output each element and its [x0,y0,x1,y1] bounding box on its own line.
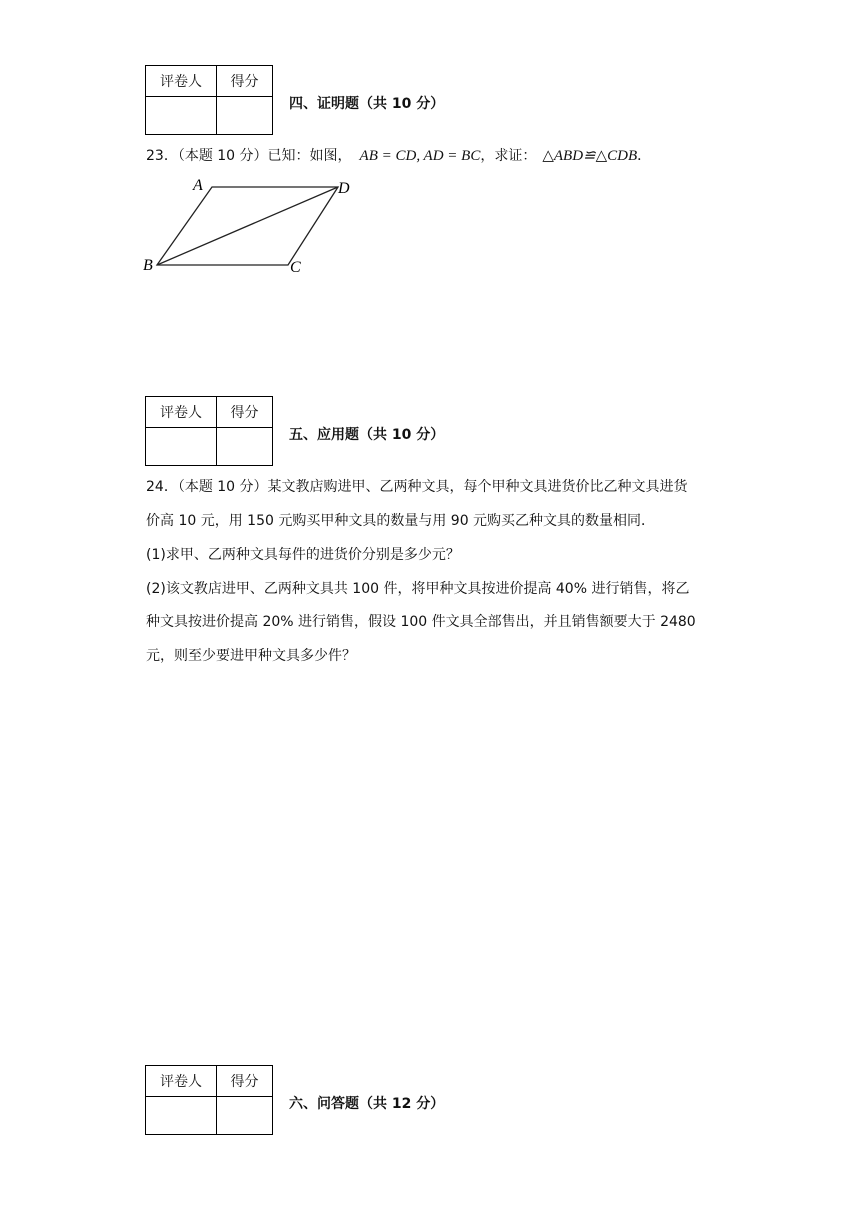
label-c: C [290,259,301,276]
q24-line-5: 种文具按进价提高 20% 进行销售，假设 100 件文具全部售出，并且销售额要大于 2480 [146,614,696,630]
q24-line-3: (1)求甲、乙两种文具每件的进货价分别是多少元？ [146,547,460,563]
label-d: D [338,180,350,197]
grader-label: 评卷人 [146,1066,217,1097]
score-label: 得分 [217,1066,273,1097]
parallelogram-figure [138,172,368,282]
grader-label: 评卷人 [146,397,217,428]
score-label: 得分 [217,397,273,428]
score-table-2 [145,396,273,466]
score-cell[interactable] [217,1097,273,1135]
q23-end: ． [637,148,652,164]
grader-cell[interactable] [146,428,217,466]
q23-prefix: 23．（本题 10 分）已知：如图， [146,148,352,164]
q23-conclusion: △ABD≌△CDB [542,148,638,164]
section-title-application: 五、应用题（共 10 分） [289,427,445,443]
score-cell[interactable] [217,97,273,135]
section-title-proof: 四、证明题（共 10 分） [289,96,445,112]
grader-cell[interactable] [146,1097,217,1135]
label-a: A [193,177,203,194]
grader-label: 评卷人 [146,66,217,97]
score-table-3 [145,1065,273,1135]
q23-condition: AB = CD, AD = BC [359,148,481,164]
q24-line-6: 元，则至少要进甲种文具多少件？ [146,648,356,664]
q24-line-1: 24．（本题 10 分）某文教店购进甲、乙两种文具，每个甲种文具进货价比乙种文具进货 [146,479,688,495]
section-title-qa: 六、问答题（共 12 分） [289,1096,445,1112]
score-table-1 [145,65,273,135]
question-23 [146,145,651,165]
grader-cell[interactable] [146,97,217,135]
score-label: 得分 [217,66,273,97]
q23-middle: ，求证： [480,148,537,164]
score-cell[interactable] [217,428,273,466]
q24-line-4: (2)该文教店进甲、乙两种文具共 100 件，将甲种文具按进价提高 40% 进行销售，将乙 [146,581,690,597]
q24-line-2: 价高 10 元，用 150 元购买甲种文具的数量与用 90 元购买乙种文具的数量相同． [146,513,656,529]
label-b: B [143,257,153,274]
